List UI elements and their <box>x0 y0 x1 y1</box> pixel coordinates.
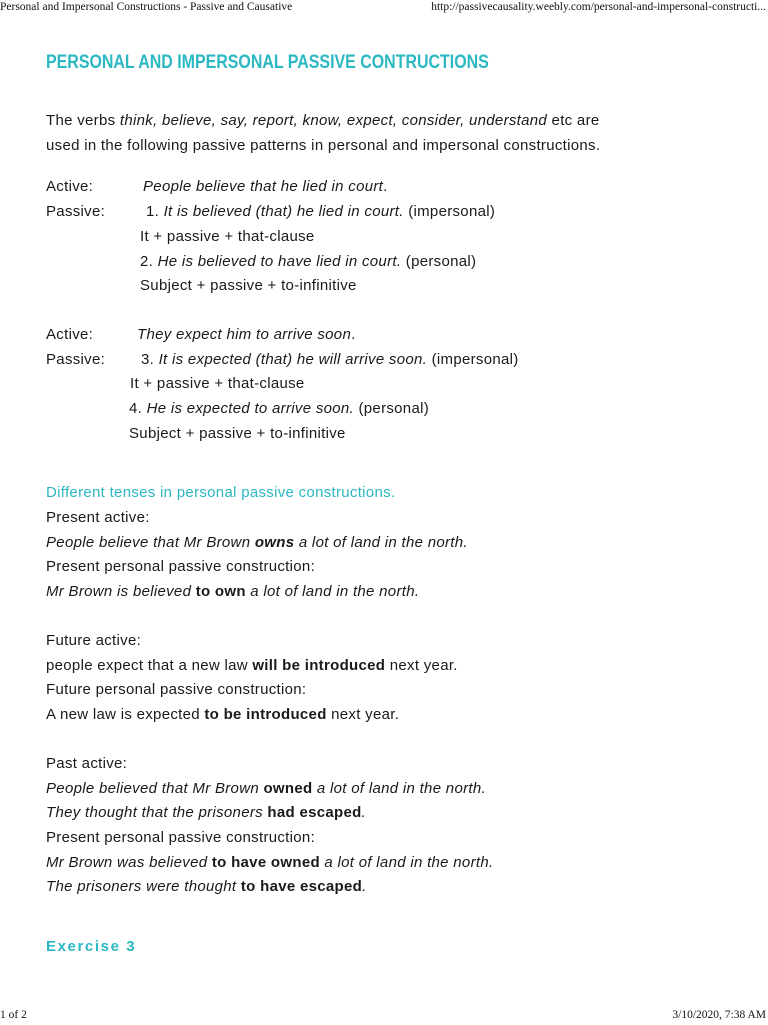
past-active-label: Past active: <box>46 755 128 772</box>
present-active-a: People believe that Mr Brown <box>46 534 255 551</box>
present-passive-a: Mr Brown is believed <box>46 583 196 600</box>
present-active-b: a lot of land in the north. <box>294 534 468 551</box>
future-passive-example <box>46 705 399 725</box>
block2-passive-4 <box>129 399 429 419</box>
block1-passive-label: Passive: <box>46 203 106 220</box>
p2-number: 2. <box>140 253 158 270</box>
p4-number: 4. <box>129 400 147 417</box>
past-passive1-bold: to have owned <box>211 854 320 871</box>
future-passive-bold: to be introduced <box>204 706 327 723</box>
block1-passive-1 <box>146 202 495 222</box>
future-passive-a: A new law is expected <box>46 706 205 723</box>
block2-active-label: Active: <box>46 326 94 343</box>
past-passive1-a: Mr Brown was believed <box>46 854 212 871</box>
print-header-title: Personal and Impersonal Constructions - Passive and Causative <box>0 1 293 13</box>
present-passive-bold: to own <box>195 583 246 600</box>
p1-example: It is believed (that) he lied in court. <box>163 203 404 220</box>
intro-text-b: etc are <box>547 112 600 129</box>
future-passive-b: next year. <box>326 706 400 723</box>
print-footer-datetime: 3/10/2020, 7:38 AM <box>672 1009 766 1021</box>
block2-passive-label: Passive: <box>46 351 106 368</box>
future-active-a: people expect that a new law <box>46 657 253 674</box>
p4-type: (personal) <box>354 400 430 417</box>
p4-example: He is expected to arrive soon. <box>146 400 355 417</box>
block2-pattern-3: It + passive + that-clause <box>130 375 305 392</box>
past-passive1-b: a lot of land in the north. <box>319 854 494 871</box>
block1-active-example-text: People believe that he lied in court <box>143 178 384 195</box>
future-active-example <box>46 656 458 676</box>
print-header-url: http://passivecausality.weebly.com/personal-and-impersonal-constructi... <box>431 1 766 13</box>
future-active-label: Future active: <box>46 632 142 649</box>
present-active-example <box>46 533 468 553</box>
future-passive-label: Future personal passive construction: <box>46 681 307 698</box>
tenses-heading: Different tenses in personal passive constructions. <box>46 484 396 501</box>
block2-active-example: They expect him to arrive soon. <box>137 326 356 343</box>
block2-pattern-4: Subject + passive + to-infinitive <box>129 425 346 442</box>
block2-passive-3 <box>141 350 519 370</box>
intro-verbs: think, believe, say, report, know, expect, consider, understand <box>119 112 548 129</box>
present-passive-label: Present personal passive construction: <box>46 558 316 575</box>
future-active-bold: will be introduced <box>252 657 386 674</box>
past-active2-a: They thought that the prisoners <box>46 804 268 821</box>
present-passive-example <box>46 582 419 602</box>
p3-number: 3. <box>141 351 159 368</box>
past-active2-bold: had escaped <box>267 804 362 821</box>
block1-pattern-1: It + passive + that-clause <box>140 228 315 245</box>
p3-type: (impersonal) <box>427 351 519 368</box>
p2-example: He is believed to have lied in court. <box>157 253 402 270</box>
intro-line-1 <box>46 111 600 131</box>
past-passive2-a: The prisoners were thought <box>46 878 241 895</box>
p3-example: It is expected (that) he will arrive soon. <box>158 351 428 368</box>
past-passive-example-2: The prisoners were thought to have escaped. <box>46 878 367 895</box>
print-footer-page: 1 of 2 <box>0 1009 27 1021</box>
past-active-example-2: They thought that the prisoners had escaped. <box>46 804 367 821</box>
future-active-b: next year. <box>385 657 458 674</box>
present-passive-b: a lot of land in the north. <box>245 583 420 600</box>
intro-line-2: used in the following passive patterns in personal and impersonal constructions. <box>46 137 601 154</box>
print-header <box>0 1 768 17</box>
past-passive-example-1 <box>46 853 493 873</box>
block2-active-example-text: They expect him to arrive soon <box>137 326 352 343</box>
block1-pattern-2: Subject + passive + to-infinitive <box>140 277 357 294</box>
past-active-example-1 <box>46 779 486 799</box>
past-active1-bold: owned <box>263 780 313 797</box>
exercise-heading: Exercise 3 <box>46 938 137 955</box>
block1-active-example: People believe that he lied in court. <box>143 178 388 195</box>
p1-type: (impersonal) <box>403 203 496 220</box>
present-active-label: Present active: <box>46 509 150 526</box>
p1-number: 1. <box>146 203 164 220</box>
p2-type: (personal) <box>401 253 477 270</box>
present-active-bold: owns <box>254 534 295 551</box>
past-passive-label: Present personal passive construction: <box>46 829 316 846</box>
past-active1-a: People believed that Mr Brown <box>46 780 264 797</box>
block1-passive-2 <box>140 252 476 272</box>
print-footer <box>0 1009 768 1025</box>
past-passive2-bold: to have escaped <box>240 878 363 895</box>
page-title: PERSONAL AND IMPERSONAL PASSIVE CONTRUCTIONS <box>46 52 489 73</box>
block1-active-label: Active: <box>46 178 94 195</box>
intro-text-a: The verbs <box>46 112 120 129</box>
past-active1-b: a lot of land in the north. <box>312 780 486 797</box>
